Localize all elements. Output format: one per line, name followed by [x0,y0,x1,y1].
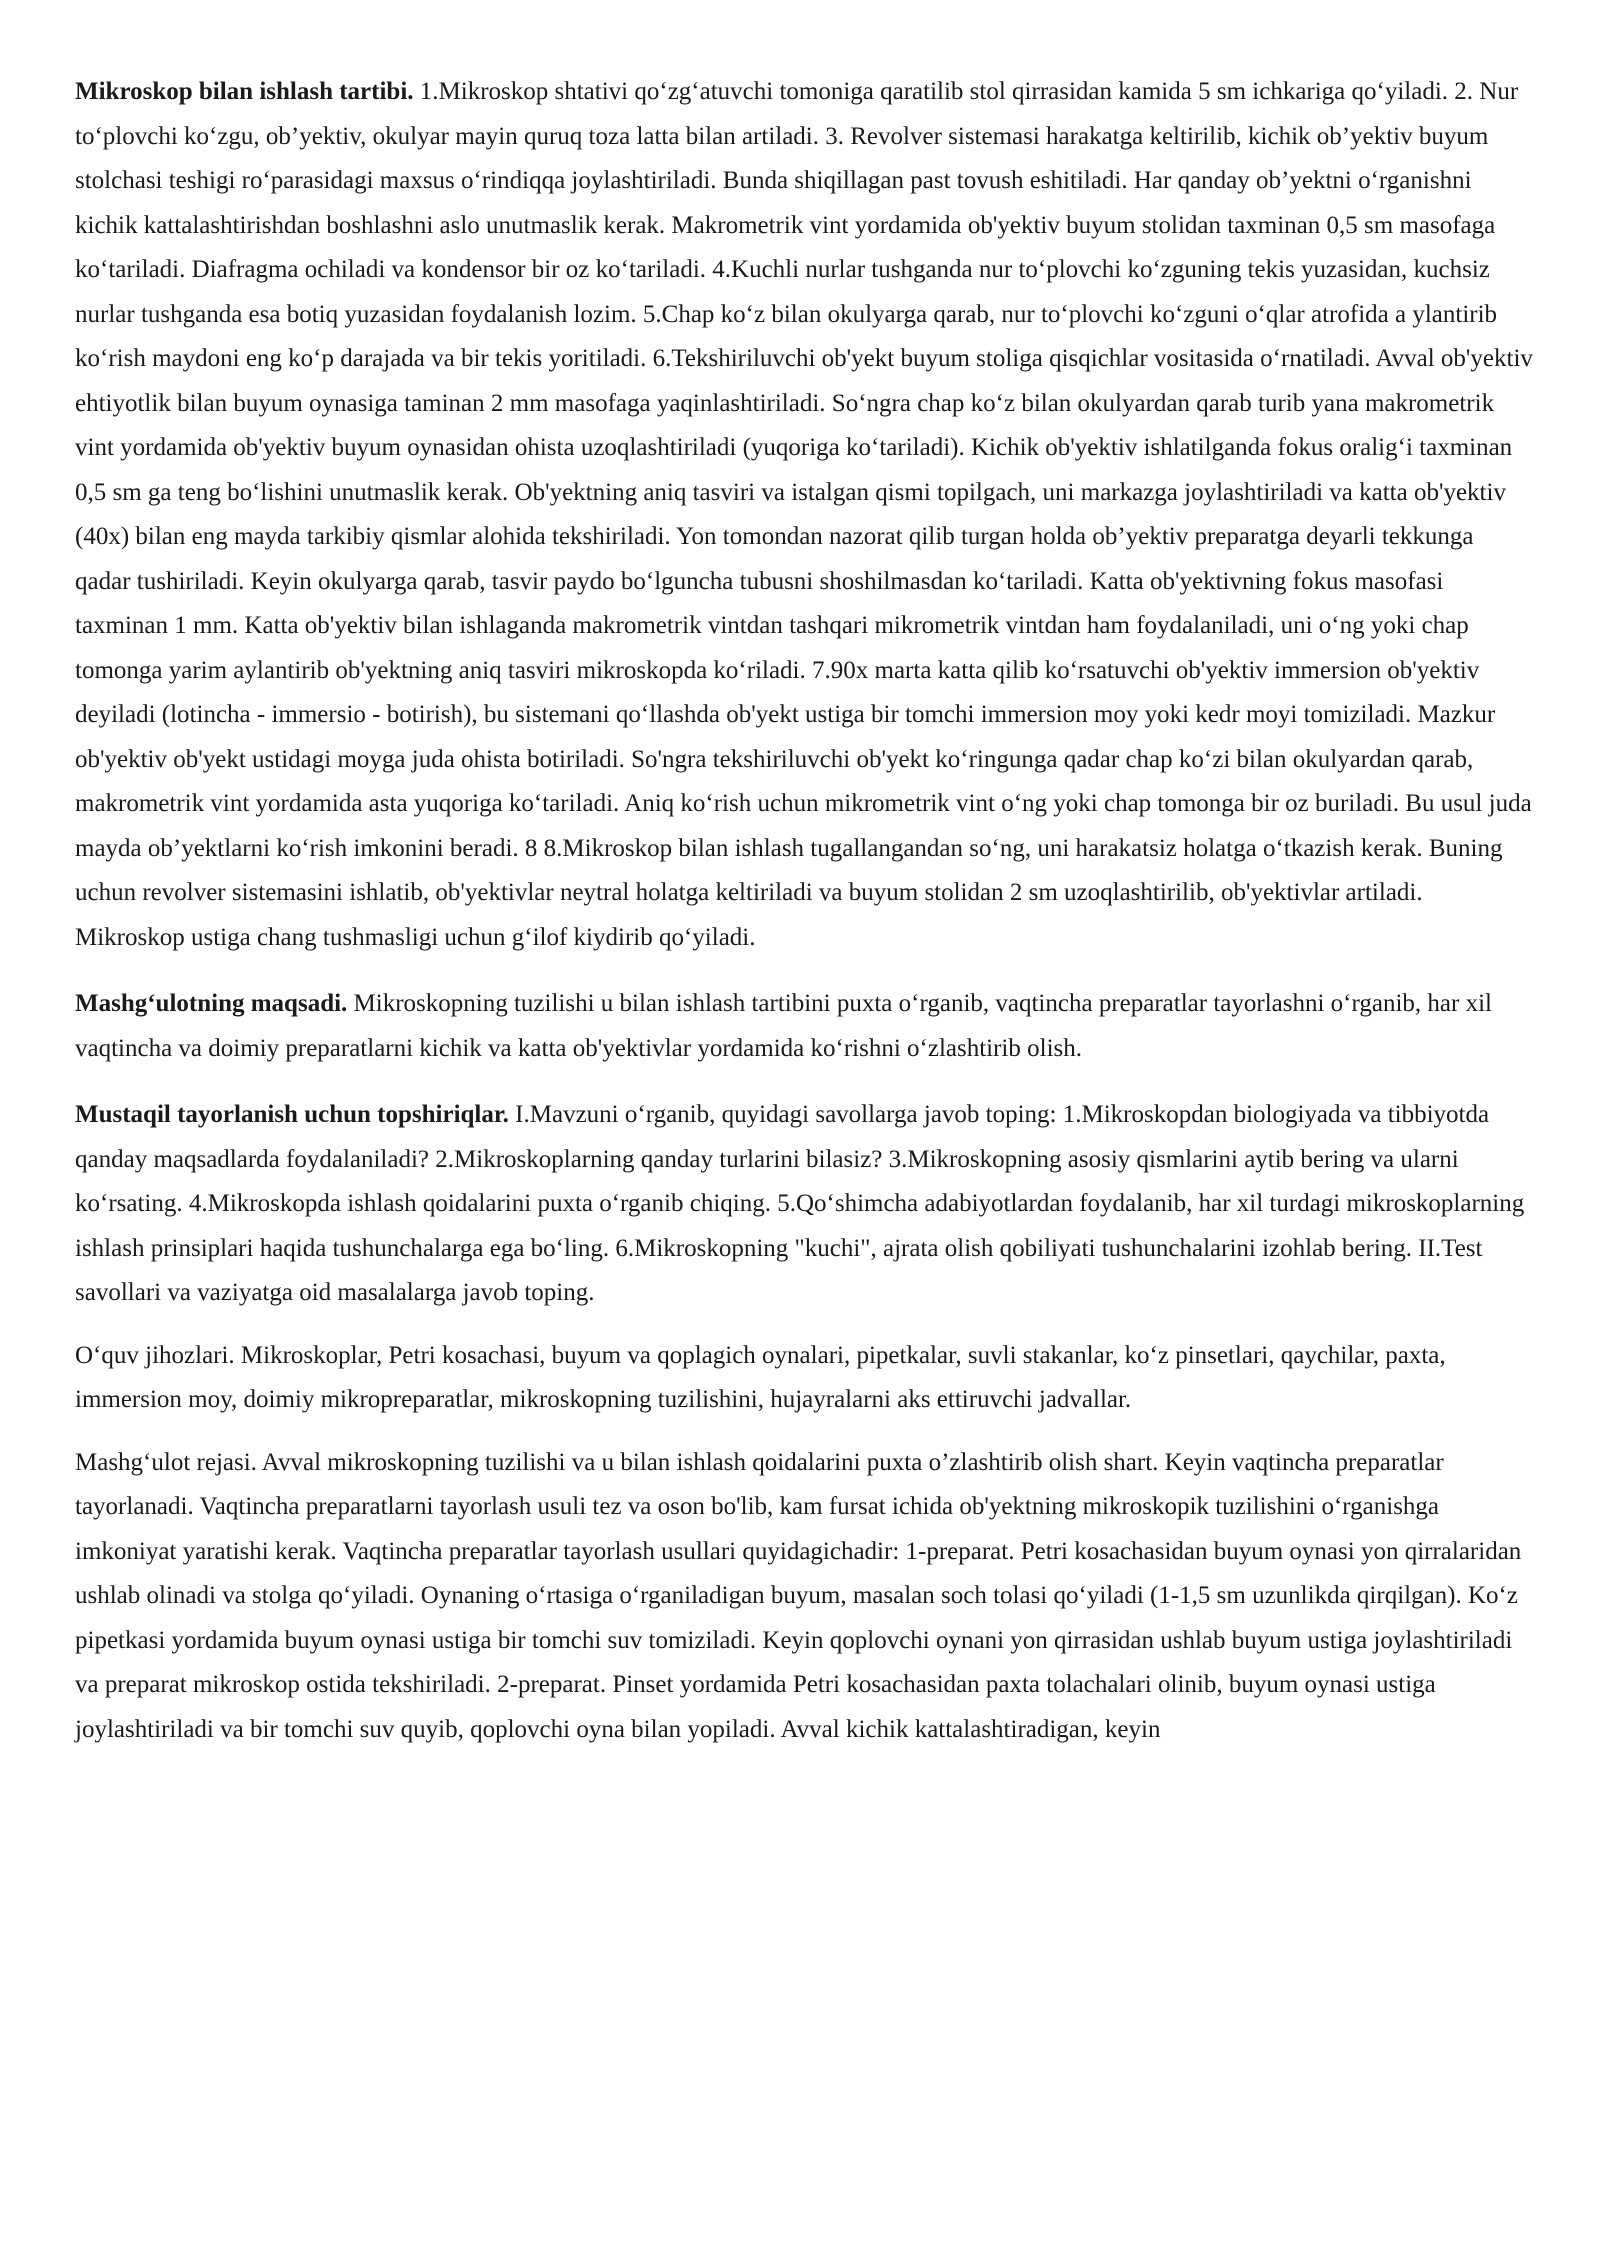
paragraph-microscope-procedure [75,70,1535,960]
paragraph-lesson-plan [75,1441,1535,1753]
paragraph-text: Mashg‘ulot rejasi. Avval mikroskopning tuzilishi va u bilan ishlash qoidalarini puxta o’zlashtirib olish shart. Keyin vaqtincha preparatlar tayorlanadi. Vaqtincha preparatlarni tayorlash usuli tez va oson bo'lib, kam fursat ichida ob'yektning mikroskopik tuzilishini o‘rganishga imkoniyat yaratishi kerak. Vaqtincha preparatlar tayorlash usullari quyidagichadir: 1-preparat. Petri kosachasidan buyum oynasi yon qirralaridan ushlab olinadi va stolga qo‘yiladi. Oynaning o‘rtasiga o‘rganiladigan buyum, masalan soch tolasi qo‘yiladi (1-1,5 sm uzunlikda qirqilgan). Ko‘z pipetkasi yordamida buyum oynasi ustiga bir tomchi suv tomiziladi. Keyin qoplovchi oynani yon qirrasidan ushlab buyum ustiga joylashtiriladi va preparat mikroskop ostida tekshiriladi. 2-preparat. Pinset yordamida Petri kosachasidan paxta tolachalari olinib, buyum oynasi ustiga joylashtiriladi va bir tomchi suv quyib, qoplovchi oyna bilan yopiladi. Avval kichik kattalashtiradigan, keyin [75,1448,1522,1743]
paragraph-heading: Mustaqil tayorlanish uchun topshiriqlar. [75,1101,509,1128]
paragraph-text: I.Mavzuni o‘rganib, quyidagi savollarga javob toping: 1.Mikroskopdan biologiyada va tibbiyotda qanday maqsadlarda foydalaniladi? 2.Mikroskoplarning qanday turlarini bilasiz? 3.Mikroskopning asosiy qismlarini aytib bering va ularni ko‘rsating. 4.Mikroskopda ishlash qoidalarini puxta o‘rganib chiqing. 5.Qo‘shimcha adabiyotlardan foydalanib, har xil turdagi mikroskoplarning ishlash prinsiplari haqida tushunchalarga ega bo‘ling. 6.Mikroskopning "kuchi", ajrata olish qobiliyati tushunchalarini izohlab bering. II.Test savollari va vaziyatga oid masalalarga javob toping. [75,1101,1525,1306]
paragraph-equipment [75,1334,1535,1423]
paragraph-text: O‘quv jihozlari. Mikroskoplar, Petri kosachasi, buyum va qoplagich oynalari, pipetkalar, suvli stakanlar, ko‘z pinsetlari, qaychilar, paxta, immersion moy, doimiy mikropreparatlar, mikroskopning tuzilishini, hujayralarni aks ettiruvchi jadvallar. [75,1341,1446,1413]
paragraph-lesson-goal [75,982,1535,1071]
paragraph-self-study-tasks [75,1093,1535,1316]
document-page [75,70,1535,1752]
paragraph-heading: Mikroskop bilan ishlash tartibi. [75,78,414,105]
paragraph-heading: Mashg‘ulotning maqsadi. [75,990,348,1017]
paragraph-text: Mikroskopning tuzilishi u bilan ishlash tartibini puxta o‘rganib, vaqtincha preparatlar tayorlashni o‘rganib, har xil vaqtincha va doimiy preparatlarni kichik va katta ob'yektivlar yordamida ko‘rishni o‘zlashtirib olish. [75,990,1492,1062]
paragraph-text: 1.Mikroskop shtativi qo‘zg‘atuvchi tomoniga qaratilib stol qirrasidan kamida 5 sm ichkariga qo‘yiladi. 2. Nur to‘plovchi ko‘zgu, ob’yektiv, okulyar mayin quruq toza latta bilan artiladi. 3. Revolver sistemasi harakatga keltirilib, kichik ob’yektiv buyum stolchasi teshigi ro‘parasidagi maxsus o‘rindiqqa joylashtiriladi. Bunda shiqillagan past tovush eshitiladi. Har qanday ob’yektni o‘rganishni kichik kattalashtirishdan boshlashni aslo unutmaslik kerak. Makrometrik vint yordamida ob'yektiv buyum stolidan taxminan 0,5 sm masofaga ko‘tariladi. Diafragma ochiladi va kondensor bir oz ko‘tariladi. 4.Kuchli nurlar tushganda nur to‘plovchi ko‘zguning tekis yuzasidan, kuchsiz nurlar tushganda esa botiq yuzasidan foydalanish lozim. 5.Chap ko‘z bilan okulyarga qarab, nur to‘plovchi ko‘zguni o‘qlar atrofida a ylantirib ko‘rish maydoni eng ko‘p darajada va bir tekis yoritiladi. 6.Tekshiriluvchi ob'yekt buyum stoliga qisqichlar vositasida o‘rnatiladi. Avval ob'yektiv ehtiyotlik bilan buyum oynasiga taminan 2 mm masofaga yaqinlashtiriladi. So‘ngra chap ko‘z bilan okulyardan qarab turib yana makrometrik vint yordamida ob'yektiv buyum oynasidan ohista uzoqlashtiriladi (yuqoriga ko‘tariladi). Kichik ob'yektiv ishlatilganda fokus oralig‘i taxminan 0,5 sm ga teng bo‘lishini unutmaslik kerak. Ob'yektning aniq tasviri va istalgan qismi topilgach, uni markazga joylashtiriladi va katta ob'yektiv (40x) bilan eng mayda tarkibiy qismlar alohida tekshiriladi. Yon tomondan nazorat qilib turgan holda ob’yektiv preparatga deyarli tekkunga qadar tushiriladi. Keyin okulyarga qarab, tasvir paydo bo‘lguncha tubusni shoshilmasdan ko‘tariladi. Katta ob'yektivning fokus masofasi taxminan 1 mm. Katta ob'yektiv bilan ishlaganda makrometrik vintdan tashqari mikrometrik vintdan ham foydalaniladi, uni o‘ng yoki chap tomonga yarim aylantirib ob'yektning aniq tasviri mikroskopda ko‘riladi. 7.90x marta katta qilib ko‘rsatuvchi ob'yektiv immersion ob'yektiv deyiladi (lotincha - immersio - botirish), bu sistemani qo‘llashda ob'yekt ustiga bir tomchi immersion moy yoki kedr moyi tomiziladi. Mazkur ob'yektiv ob'yekt ustidagi moyga juda ohista botiriladi. So'ngra tekshiriluvchi ob'yekt ko‘ringunga qadar chap ko‘zi bilan okulyardan qarab, makrometrik vint yordamida asta yuqoriga ko‘tariladi. Aniq ko‘rish uchun mikrometrik vint o‘ng yoki chap tomonga bir oz buriladi. Bu usul juda mayda ob’yektlarni ko‘rish imkonini beradi. 8 8.Mikroskop bilan ishlash tugallangandan so‘ng, uni harakatsiz holatga o‘tkazish kerak. Buning uchun revolver sistemasini ishlatib, ob'yektivlar neytral holatga keltiriladi va buyum stolidan 2 sm uzoqlashtirilib, ob'yektivlar artiladi. Mikroskop ustiga chang tushmasligi uchun g‘ilof kiydirib qo‘yiladi. [75,78,1533,951]
